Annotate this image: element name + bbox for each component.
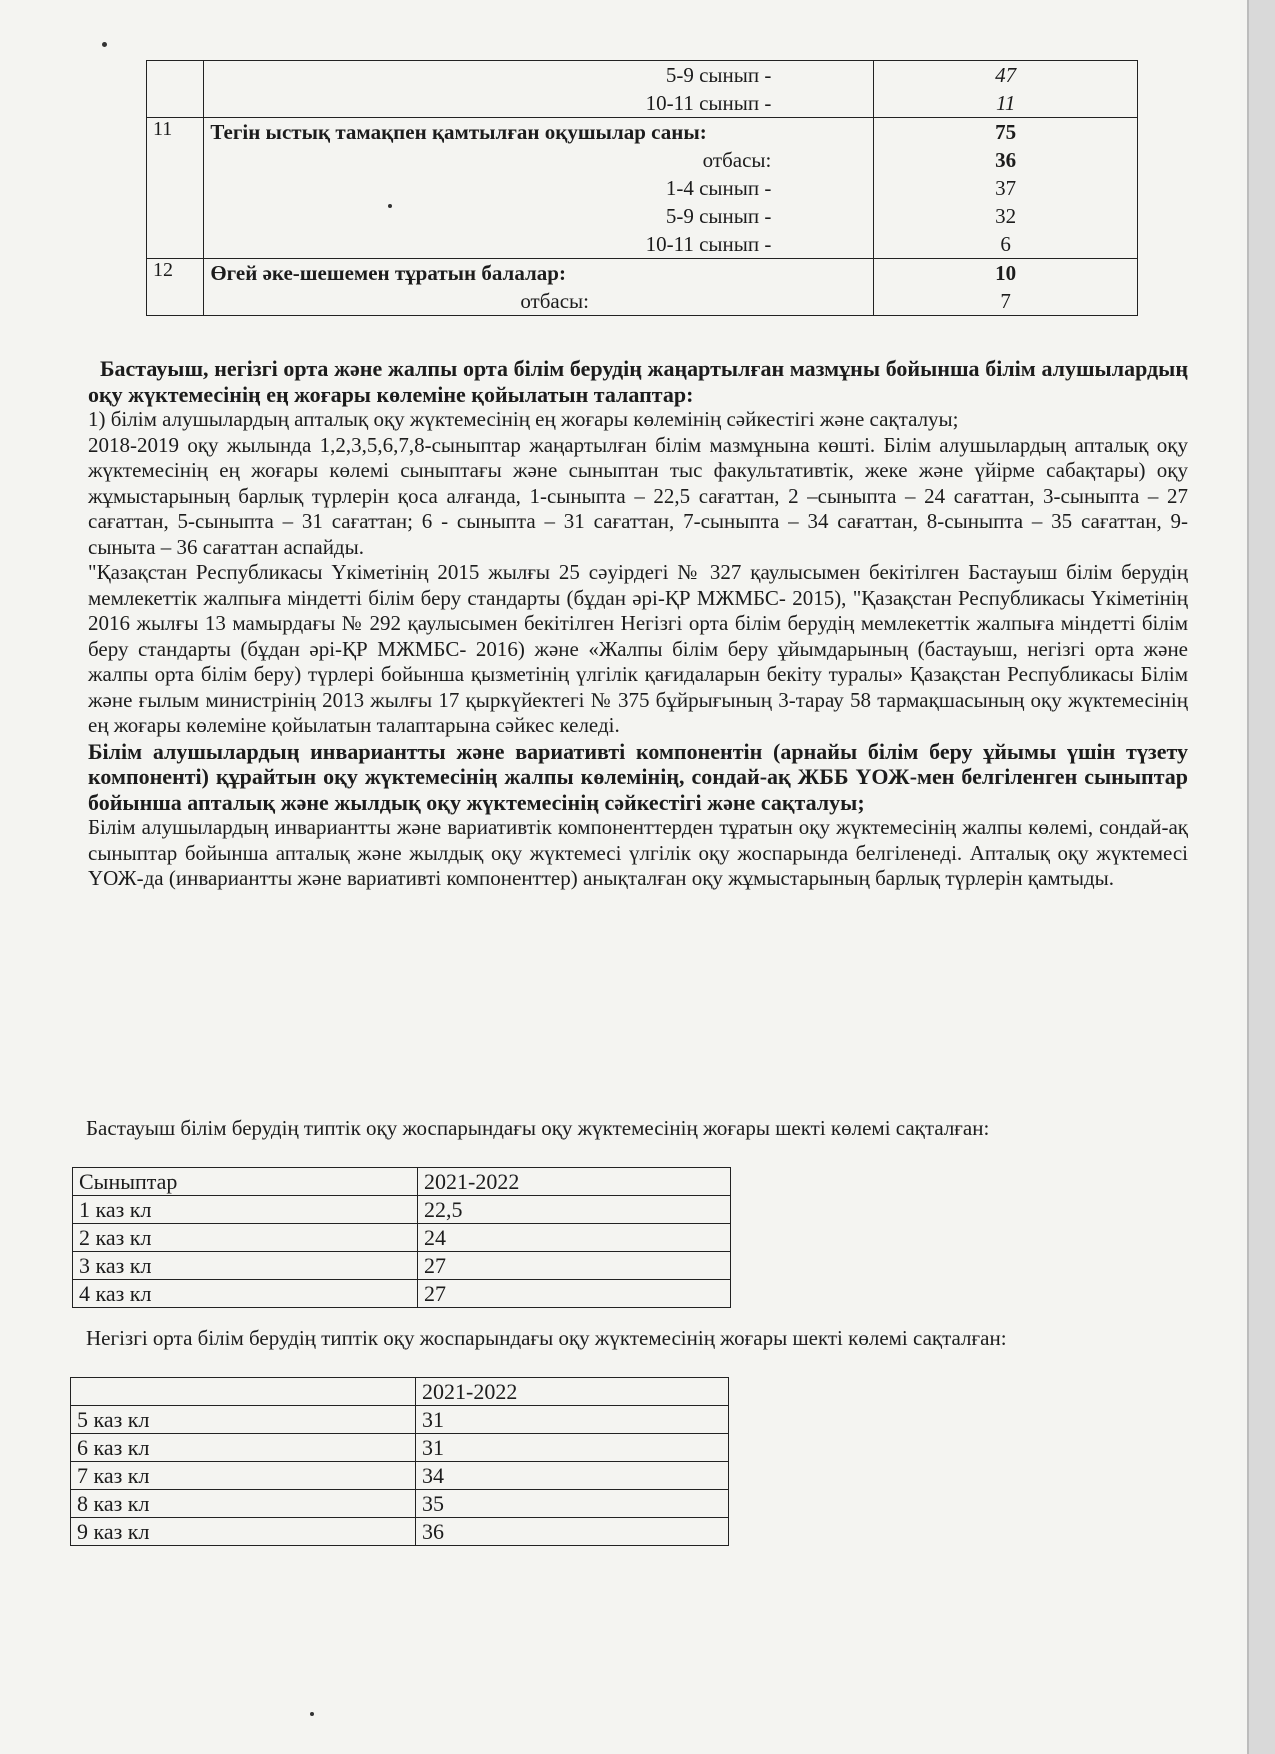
table-cell: 6 каз кл bbox=[71, 1434, 416, 1462]
table-cell: 2 каз кл bbox=[73, 1224, 418, 1252]
table-cell: 9 каз кл bbox=[71, 1518, 416, 1546]
table-row bbox=[71, 1462, 729, 1490]
row-value: 75 bbox=[995, 120, 1017, 144]
table-row bbox=[73, 1224, 731, 1252]
table-header-row bbox=[71, 1378, 729, 1406]
row-value: 36 bbox=[995, 148, 1017, 172]
table-row bbox=[147, 118, 1138, 259]
row-line: 1-4 сынып - bbox=[665, 176, 772, 200]
row-value: 7 bbox=[1000, 289, 1011, 313]
section-heading: Білім алушылардың инвариантты және вариативті компонентін (арнайы білім беру ұйымы үшін түзету компоненті) құрайтын оқу жүктемесінің жалпы көлемінің, сондай-ақ ЖББ ҮОЖ-мен белгіленген сыныптар бойынша апталық және жылдық оқу жүктемесінің сәйкестігі және сақталуы; bbox=[88, 738, 1188, 815]
section-heading: Бастауыш, негізгі орта және жалпы орта білім берудің жаңартылған мазмұны бойынша білім алушылардың оқу жүктемесінің ең жоғары көлеміне қойылатын талаптар: bbox=[88, 356, 1188, 407]
table-cell: 35 bbox=[416, 1490, 729, 1518]
table-caption: Негізгі орта білім берудің типтік оқу жоспарындағы оқу жүктемесінің жоғары шекті көлемі сақталған: bbox=[86, 1326, 1007, 1350]
row-number bbox=[147, 61, 204, 118]
table-cell: 22,5 bbox=[418, 1196, 731, 1224]
row-number: 12 bbox=[147, 259, 204, 316]
table-cell: 36 bbox=[416, 1518, 729, 1546]
table-cell: 31 bbox=[416, 1406, 729, 1434]
table-cell: 3 каз кл bbox=[73, 1252, 418, 1280]
scan-speck bbox=[102, 42, 107, 47]
table-row bbox=[73, 1280, 731, 1308]
table-row bbox=[73, 1196, 731, 1224]
paragraph: "Қазақстан Республикасы Үкіметінің 2015 жылғы 25 сәуірдегі № 327 қаулысымен бекітілген Бастауыш білім берудің мемлекеттік жалпыға міндетті білім беру стандарты (бұдан әрі-ҚР МЖМБС- 2015), "Қазақстан Республикасы Үкіметінің 2016 жылғы 13 мамырдағы № 292 қаулысымен бекітілген Негізгі орта білім берудің мемлекеттік жалпыға міндетті білім беру стандарты (бұдан әрі-ҚР МЖМБС- 2016) және «Жалпы білім беру ұйымдарының (бастауыш, негізгі орта және жалпы орта білім беру) түрлері бойынша қызметінің үлгілік қағидаларын бекіту туралы» Қазақстан Республикасы Білім және ғылым министрінің 2013 жылғы 17 қыркүйектегі № 375 бұйрығының 3-тарау 58 тармақшасының оқу жүктемесінің ең жоғары көлеміне қойылатын талаптарына сәйкес келеді. bbox=[88, 560, 1188, 737]
scan-edge bbox=[1247, 0, 1275, 1754]
row-value: 11 bbox=[995, 91, 1016, 115]
table-cell: 4 каз кл bbox=[73, 1280, 418, 1308]
row-number: 11 bbox=[147, 118, 204, 259]
paragraph: Білім алушылардың инвариантты және вариативтік компоненттерден тұратын оқу жүктемесінің жалпы көлемі, сондай-ақ сыныптар бойынша апталық және жылдық оқу жүктемесі үлгілік оқу жоспарында белгіленеді. Апталық оқу жүктемесі ҮОЖ-да (инвариантты және вариативті компоненттер) анықталған оқу жұмыстарының барлық түрлерін қамтыды. bbox=[88, 815, 1188, 890]
body-text bbox=[88, 356, 1188, 892]
row-line: 5-9 сынып - bbox=[665, 204, 772, 228]
paragraph: 1) білім алушылардың апталық оқу жүктемесінің ең жоғары көлемінің сәйкестігі және сақталуы; bbox=[88, 407, 959, 431]
table-cell: 8 каз кл bbox=[71, 1490, 416, 1518]
table-cell: 24 bbox=[418, 1224, 731, 1252]
table-cell: 27 bbox=[418, 1252, 731, 1280]
column-header: Сыныптар bbox=[73, 1168, 418, 1196]
primary-load-table bbox=[72, 1167, 731, 1308]
row-line: 10-11 сынып - bbox=[645, 91, 772, 115]
table-cell: 7 каз кл bbox=[71, 1462, 416, 1490]
table-cell: 1 каз кл bbox=[73, 1196, 418, 1224]
scan-speck bbox=[310, 1712, 314, 1716]
row-value: 47 bbox=[995, 63, 1017, 87]
table-row bbox=[147, 61, 1138, 118]
table-header-row bbox=[73, 1168, 731, 1196]
row-value: 6 bbox=[1000, 232, 1011, 256]
row-line: 5-9 сынып - bbox=[665, 63, 772, 87]
table-row bbox=[71, 1490, 729, 1518]
row-value: 10 bbox=[995, 261, 1017, 285]
table-row bbox=[73, 1252, 731, 1280]
column-header bbox=[71, 1378, 416, 1406]
basic-load-table bbox=[70, 1377, 729, 1546]
table-cell: 27 bbox=[418, 1280, 731, 1308]
table-caption: Бастауыш білім берудің типтік оқу жоспарындағы оқу жүктемесінің жоғары шекті көлемі сақталған: bbox=[86, 1116, 990, 1140]
table-row bbox=[147, 259, 1138, 316]
row-title: Тегін ыстық тамақпен қамтылған оқушылар саны: bbox=[210, 120, 707, 144]
row-value: 32 bbox=[995, 204, 1017, 228]
table-row bbox=[71, 1518, 729, 1546]
column-header: 2021-2022 bbox=[416, 1378, 729, 1406]
row-line: отбасы: bbox=[702, 148, 772, 172]
table-row bbox=[71, 1406, 729, 1434]
table-cell: 5 каз кл bbox=[71, 1406, 416, 1434]
table-cell: 34 bbox=[416, 1462, 729, 1490]
row-line: отбасы: bbox=[520, 289, 589, 313]
row-line: 10-11 сынып - bbox=[645, 232, 772, 256]
row-value: 37 bbox=[995, 176, 1017, 200]
paragraph: 2018-2019 оқу жылында 1,2,3,5,6,7,8-сыныптар жаңартылған білім мазмұнына көшті. Білім алушылардың апталық оқу жүктемесінің ең жоғары көлемі сыныптағы және сыныптан тыс факультативтік, жеке және үйірме сабақтары) оқу жұмыстарының барлық түрлерін қоса алғанда, 1-сыныпта – 22,5 сағаттан, 2 –сыныпта – 24 сағаттан, 3-сыныпта – 27 сағаттан, 5-сыныпта – 31 сағаттан; 6 - сыныпта – 31 сағаттан, 7-сыныпта – 34 сағаттан, 8-сыныпта – 35 сағаттан, 9- сыныта – 36 сағаттан аспайды. bbox=[88, 432, 1188, 559]
row-title: Өгей әке-шешемен тұратын балалар: bbox=[210, 261, 566, 285]
top-table bbox=[146, 60, 1138, 316]
column-header: 2021-2022 bbox=[418, 1168, 731, 1196]
table-cell: 31 bbox=[416, 1434, 729, 1462]
table-row bbox=[71, 1434, 729, 1462]
